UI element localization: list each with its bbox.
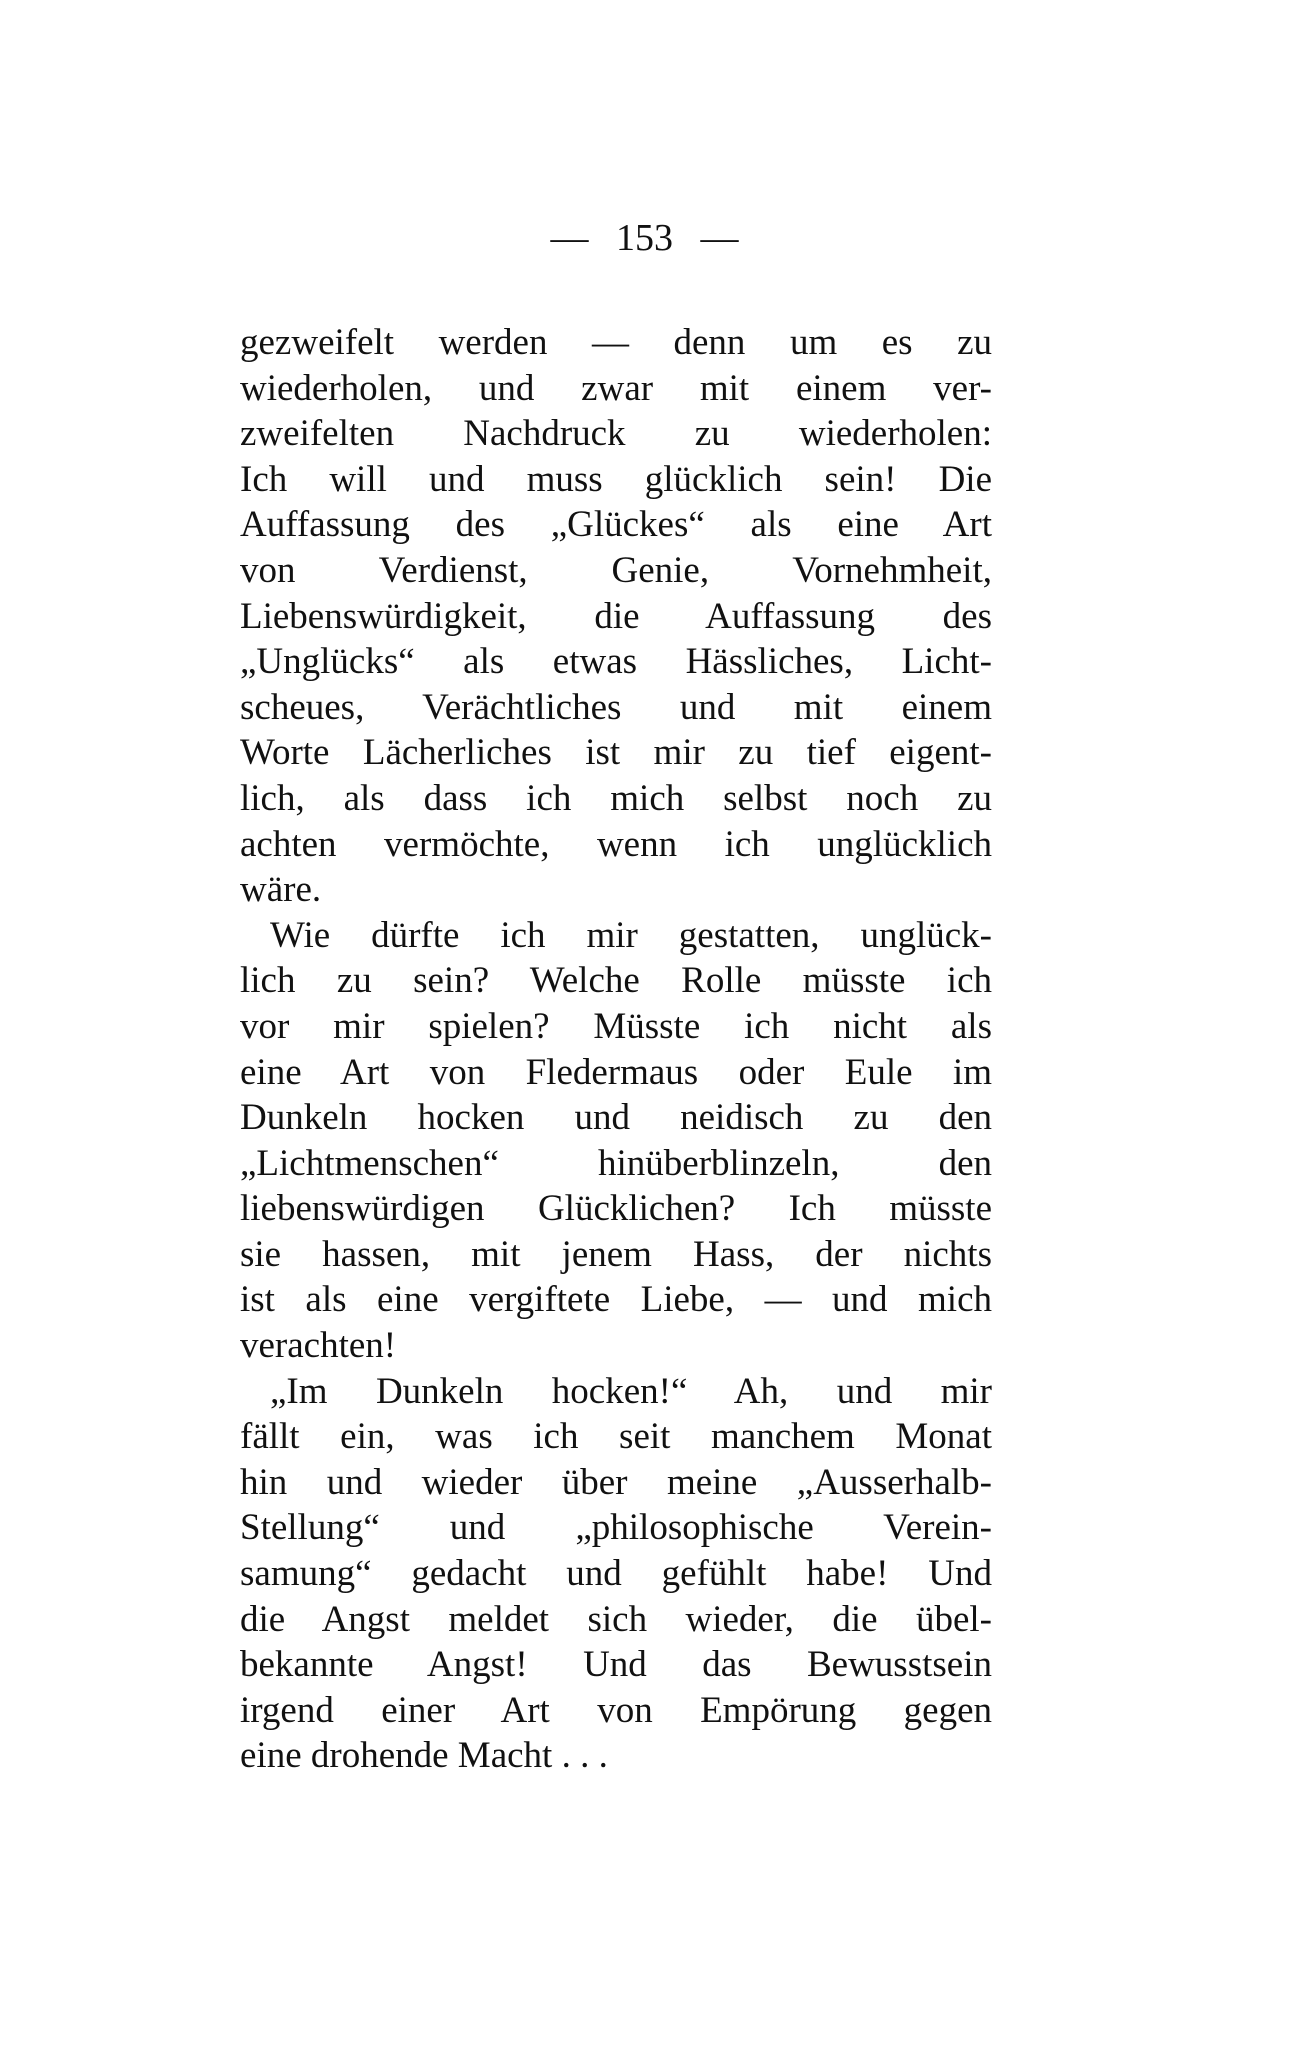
text-line: eine Art von Fledermaus oder Eule im	[240, 1051, 992, 1093]
text-line: lich zu sein? Welche Rolle müsste ich	[240, 960, 992, 1002]
text-line: Worte Lächerliches ist mir zu tief eigent-	[240, 732, 992, 774]
text-line: samung“ gedacht und gefühlt habe! Und	[240, 1553, 992, 1595]
text-line: Auffassung des „Glückes“ als eine Art	[240, 504, 992, 546]
text-line: Liebenswürdigkeit, die Auffassung des	[240, 595, 992, 637]
text-line: wäre.	[240, 869, 322, 911]
text-line: verachten!	[240, 1325, 397, 1367]
body-text	[240, 320, 992, 1779]
text-line: irgend einer Art von Empörung gegen	[240, 1689, 992, 1731]
text-line: scheues, Verächtliches und mit einem	[240, 686, 992, 728]
text-line: Wie dürfte ich mir gestatten, unglück-	[270, 914, 992, 956]
text-line: vor mir spielen? Müsste ich nicht als	[240, 1005, 992, 1047]
text-line: lich, als dass ich mich selbst noch zu	[240, 777, 992, 819]
text-line: von Verdienst, Genie, Vornehmheit,	[240, 549, 992, 591]
text-line: achten vermöchte, wenn ich unglücklich	[240, 823, 992, 865]
text-line: „Unglücks“ als etwas Hässliches, Licht-	[240, 641, 992, 683]
text-line: zweifelten Nachdruck zu wiederholen:	[240, 413, 992, 455]
text-line: Stellung“ und „philosophische Verein-	[240, 1507, 992, 1549]
text-line: Dunkeln hocken und neidisch zu den	[240, 1097, 992, 1139]
text-line: „Im Dunkeln hocken!“ Ah, und mir	[270, 1370, 992, 1412]
text-line: eine drohende Macht . . .	[240, 1735, 608, 1777]
text-line: fällt ein, was ich seit manchem Monat	[240, 1416, 992, 1458]
text-line: Ich will und muss glücklich sein! Die	[240, 458, 992, 500]
text-line: bekannte Angst! Und das Bewusstsein	[240, 1644, 992, 1686]
text-line: hin und wieder über meine „Ausserhalb-	[240, 1461, 992, 1503]
text-line: gezweifelt werden — denn um es zu	[240, 322, 992, 363]
text-line: sie hassen, mit jenem Hass, der nichts	[240, 1233, 992, 1275]
text-line: „Lichtmenschen“ hinüberblinzeln, den	[240, 1142, 992, 1184]
text-line: die Angst meldet sich wieder, die übel-	[240, 1598, 992, 1640]
text-line: wiederholen, und zwar mit einem ver-	[240, 367, 992, 409]
text-line: ist als eine vergiftete Liebe, — und mich	[240, 1279, 992, 1321]
text-line: liebenswürdigen Glücklichen? Ich müsste	[240, 1188, 992, 1230]
page-number: — 153 —	[550, 217, 739, 259]
